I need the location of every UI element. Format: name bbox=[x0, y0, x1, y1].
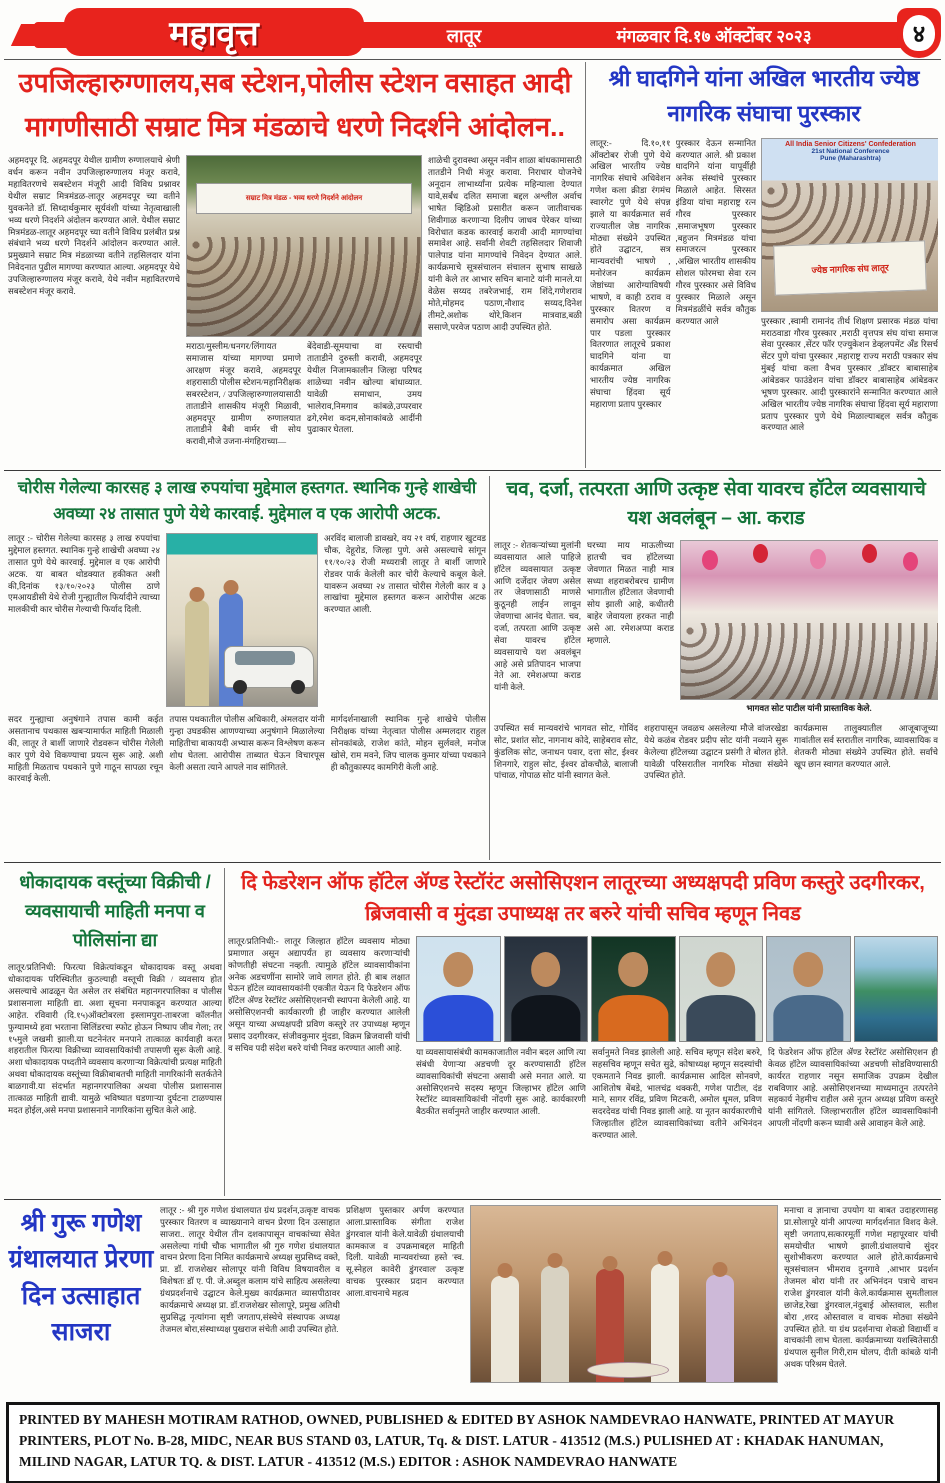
divider-vertical-3 bbox=[224, 868, 225, 1196]
backdrop-line-2: 21st National Conference bbox=[811, 147, 890, 155]
backdrop-line-3: Pune (Maharashtra) bbox=[820, 154, 881, 162]
federation-headline: दि फेडरेशन ऑफ हॉटेल ॲण्ड रेस्टॉरंट असोसिएशन लातूरच्या अध्यक्षपदी प्रविण कस्तुरे उदगीरकर, ब्रिजवासी व मुंदडा उपाध्यक्ष तर बरुरे यांची सचिव म्हणून निवड bbox=[241, 872, 925, 925]
article-federation bbox=[228, 868, 938, 1196]
danger-body: लातूर/प्रतिनिधी: फिरत्या विक्रेत्यांकडून धोकादायक वस्तू अथवा धोकादायक परिस्थितीत कुठल्याही वस्तूची विक्री / व्यवसाय होत असल्याचे आढळून येत असेल तर संबंधित महानगरपालिका व पोलीस प्रशासनाला माहिती द्या. अशा सूचना मनपाकडून करण्यात आल्या आहेत. रविवारी (दि.१५)ऑक्टोबरला इस्लामपुरा-ताबरजा कॉलनीत फुग्यामध्ये हवा भरताना सिलिंडरचा स्फोट होऊन निष्पाप जीव गेला; तर १५मुले जखमी झाली.या घटनेनंतर मनपाने तात्काळ कार्यवाही करत शहरातील फिरत्या विक्रीच्या व्यावसायिकांची तपासणी सुरू केली आहे. अशा धोकादायक पध्दतीने व्यवसाय करणाऱ्या विक्रेत्यांची प्रत्यक्ष माहिती अथवा धोकादायक वस्तूंच्या विक्रीबाबतची माहिती नागरिकांनी सतर्कतेने बाळगावी.या संदर्भात महानगरपालिका अथवा पोलीस प्रशासनास तात्काळ माहिती द्यावी. यामुळे भविष्यात घडणाऱ्या दुर्घटना टाळण्यास मदत होईल,असे मनपा प्रशासनाने नागरिकांना सुचित केले आहे. bbox=[8, 962, 222, 1115]
backdrop-line-1: All India Senior Citizens' Confederation bbox=[785, 140, 916, 148]
car-col-5: मार्गदर्शनाखाली स्थानिक गुन्हे शाखेचे पोलीस निरीक्षक यांच्या नेतृत्वात पोलीस अम्मलदार राहुल सोनकांबळे, राजेश कांते, मोहन सुर्लवले, मनोज खोसे, राम मवने, जिप चालक कुमार यांच्या पथकाने ही कौतुकास्पद कामगिरी केली आहे. bbox=[330, 714, 486, 772]
car-headline: चोरीस गेलेल्या कारसह ३ लाख रुपयांचा मुद्देमाल हस्तगत. स्थानिक गुन्हे शाखेची अवघ्या २४ तासात पुणे येथे कारवाई. मुद्देमाल व एक आरोपी अटक. bbox=[17, 479, 477, 523]
masthead-rule bbox=[4, 59, 941, 60]
paper-name: महावृत्त bbox=[169, 15, 259, 53]
car-col-2: अरविंद बालाजी डावखरे, वय २१ वर्ष, राहणार खुटवड चौक, देहूरोड, जिल्हा पुणे. असे असल्याचे सांगून ११/१०/२३ रोजी मध्यरात्री लातूर ते बार्शी जाणारे रोडवर पार्क केलेली कार चोरी केल्याचे कबूल केले. यावरून अवघ्या २४ तासात चोरीस गेलेली कार व ३ लाखांचा मुद्देमाल हस्तगत करून आरोपीस अटक करण्यात आली. bbox=[324, 533, 486, 615]
article-hotel bbox=[494, 476, 938, 860]
page-number: ४ bbox=[903, 15, 935, 51]
hotel-headline: चव, दर्जा, तत्परता आणि उत्कृष्ट सेवा यावरच हॉटेल व्यवसायाचे यश अवलंबून – आ. कराड bbox=[506, 479, 926, 529]
stolen-car-photo bbox=[166, 533, 318, 707]
page-number-badge bbox=[897, 8, 941, 58]
balloon bbox=[753, 544, 768, 563]
divider-vertical-1 bbox=[585, 62, 586, 468]
masthead bbox=[4, 8, 941, 58]
car-col-3: सदर गुन्ह्याचा अनुषंगाने तपास कामी कईत असतानाच पथकास खबऱ्यामार्फत माहिती मिळाली की, लातूर ते बार्शी जाणारे रोडवरून चोरीस गेलेली कार पुणे येथे विकण्याचा प्रयत्न सुरू आहे. अशी माहिती मिळताच पथकाने पुणे गाठून सापळा रचून कारवाई केली. bbox=[8, 714, 164, 784]
award-banner-text: ज्येष्ठ नागरिक संघ लातूर bbox=[811, 262, 890, 276]
federation-photo-strip bbox=[416, 936, 938, 1042]
hotel-audience bbox=[681, 623, 938, 699]
imprint-text: PRINTED BY MAHESH MOTIRAM RATHOD, OWNED, PUBLISHED & EDITED BY ASHOK NAMDEVRAO HANWATE, PRINTED AT MAYUR PRINTERS, PLOT No. B-28, MIDC, NEAR BUS STAND 03, LATUR, Tq. & DIST. LATUR - 413512 (M.S.) PULISHED AT : KHADAK HANUMAN, MILIND NAGAR, LATUR TQ. & DIST. LATUR - 413512 (M.S.) EDITOR : ASHOK NAMDEVRAO HANWATE bbox=[19, 1412, 895, 1469]
office-bearer-portrait-1 bbox=[416, 936, 501, 1042]
library-ceremony-photo bbox=[470, 1205, 778, 1383]
balloon bbox=[903, 552, 918, 571]
car-wheel bbox=[291, 680, 305, 694]
masthead-city: लातूर bbox=[446, 26, 482, 46]
article-danger bbox=[8, 868, 222, 1196]
award-col-3: पुरस्कार ,स्वामी रामानंद तीर्थ शिक्षण प्रसारक मंडळ यांचा मराठवाडा गौरव पुरस्कार ,मराठी वृत्तपत्र संघ यांचा समाज सेवा पुरस्कार ,सेंटर फॉर एज्युकेशन डेव्हलपमेंट अँड रिसर्च सेंटर पुणे यांचा पुरस्कार ,महाराष्ट्र राज्य मराठी पत्रकार संघ मुंबई यांचा कला वैभव पुरस्कार ,डॉक्टर बाबासाहेब आंबेडकर फाउंडेशन यांचा डॉक्टर बाबासाहेब आंबेडकर भूषण पुरस्कार. आदी पुरस्कारांने सन्मानित करण्यात आले अखिल भारतीय ज्येष्ठ नागरिक संघाचा हिंदवा सूर्य महाराणा प्रताप पुरस्कार पुणे येथे मिळाल्याबद्दल सर्वत्र कौतुक करण्यात आले bbox=[761, 315, 938, 433]
article-award bbox=[590, 62, 938, 468]
federation-col-4: दि फेडरेशन ऑफ हॉटेल ॲण्ड रेस्टॉरंट असोसिएशन ही केवळ हॉटेल व्यावसायिकांच्या अडचणी सोडविण्यासाठी कार्यरत राहणार नसून समाजिक उपक्रम देखील राबविणार आहे. असोसिएशनच्या माध्यमातून तत्परतेने सहकार्य नेहमीच राहील असे नूतन अध्यक्ष प्रविण कस्तुरे यांनी सांगितले. जिल्हाभरातील हॉटेल व्यावसायिकांनी आपली नोंदणी करून घ्यावी असे आवाहन केले आहे. bbox=[768, 1047, 938, 1129]
federation-col-2: या व्यवसायासंबंधी कामकाजातील नवीन बदल आणि त्या संबंधी येणाऱ्या अडचणी दूर करण्यासाठी हॉटेल व्यावसायिकांची संघटना असावी असे मनात आले. या असोसिएशनचे सदस्य म्हणून जिल्हाभर हॉटेल आणि रेस्टॉरंट व्यावसायिकांची नोंदणी सुरू आहे. कार्यकारणी बैठकीत सर्वानुमते जाहीर करण्यात आली. bbox=[416, 1047, 586, 1117]
article-dharna bbox=[8, 62, 582, 468]
federation-col-3: सर्वानुमते निवड झालेली आहे. सचिव म्हणून संदेश बरुरे, सहसचिव म्हणून सचेत सुढे, कोषाध्यक्ष म्हणून सदस्यांची एकमताने निवड झाली. कार्यक्रमास आदिल सोनवणे, आशितोष बेंबडे, भालचंद्र थक्करी, गणेश पाटील, दंड माने, सागर रविंद्र, प्रविण मिटकरी, अमोल धूमल, प्रविण सदरदेवड यांची निवड झाली आहे. या नूतन कार्यकारणीचे जिल्हातील हॉटेल व्यावसायिकांच्या वतीने अभिनंदन करण्यात आले. bbox=[592, 1047, 762, 1141]
article-car bbox=[8, 476, 486, 860]
federation-right-block bbox=[416, 936, 938, 1190]
imprint-box bbox=[6, 1402, 940, 1483]
office-bearer-portrait-2 bbox=[504, 936, 589, 1042]
senior-citizens-photo bbox=[761, 138, 938, 312]
dharna-col-1: अहमदपूर दि. अहमदपूर येथील ग्रामीण रुग्णालयाचे श्रेणी वर्धन करून नवीन उपजिल्हारुग्णालय मंजूर करावे, महावितरणचे सबस्टेशन मंजूरी आदी विविध प्रश्नावर येथील सम्राट मित्रमंडळ-लातूर अहमदपूर च्या वतीने युवकनेते डॉ. सिध्दार्थकुमार सूर्यवंशी यांच्या नेतृत्वाखाली भव्य धरणे निदर्शने अंदोलन करण्यात आले. येथील सम्राट मित्रमंडळ-लातूर अहमदपूर च्या वतीने विविध प्रलंबीत प्रश्न संबंधाने भव्य धरणे निदर्शने आंदोलन करण्यात आले. प्रमुख्याने सम्राट मित्र मंडळाच्या वतीने तहसिलदार यांना निवेदनात पुढील मागण्या करण्यात आल्या. अहमदपूर येथे उपजिल्हारुग्णालय मंजूर करावे, येथे नवीन महावितरणचे सबस्टेशन मंजूर करावे. bbox=[8, 155, 180, 296]
hotel-photo-block bbox=[680, 540, 938, 718]
masthead-date: मंगळवार दि.१७ ऑक्टोंबर २०२३ bbox=[616, 27, 812, 46]
award-banner bbox=[774, 241, 928, 296]
protest-crowd bbox=[187, 237, 421, 336]
car-col-1: लातूर :- चोरीस गेलेल्या कारसह ३ लाख रुपयांचा मुद्देमाल हस्तगत. स्थानिक गुन्हे शाखेची अवघ्या २४ तासात पुणे येथे कारवाई. मुद्देमाल व एक आरोपी अटक. या बाबत थोडक्यात हकीकत अशी की,दिनांक १३/१०/२०२३ पोलीस ठाणे एमआयडीसी येथे रोजी गुन्ह्यातील फिर्यादीने त्याच्या मालकीची कार चोरीस गेल्याची फिर्याद दिली. bbox=[8, 533, 160, 615]
dharna-col-4: शाळेची दुरावस्था असून नवीन शाळा बांधकामासाठी तातडीने निधी मंजूर करावा. निराधार योजनेचे अनूदान लाभार्थ्यांना प्रत्येक महिन्याला देण्यात यावे,सर्बंध दलित समाजा बद्दल अश्लील अर्वाच भाषेत व्हिडिओ प्रसारीत करून जातीवाचक शिवीगाळ करणाऱ्या दिलीप जाधव पेरेकर यांच्या विरोधात कडक कारवाई करावी आदी मागण्यांचा समावेश आहे. सर्वांनी शेवटी तहसिलदार शिवाजी पालेपाड यांना मागण्यांचे निवेदन देण्यात आले. कार्यक्रमाचे सूत्रसंचालन संचालन सुभाष साखळे यांनी केले तर आभार सचिन बानाटे यांनी मानले.या वेळेस सय्यद तबरेजभाई, राम शिंदे,गणेशराव मोते,मोहमद पठाण,नौशाद सय्यद,दिनेश तीमटे,अशोक थोरे,किशन मात्रवाड,बळी ससाणे,परवेज पठाण आदी उपस्थित होते. bbox=[428, 155, 582, 332]
hotel-col-1: लातूर :- शेतकऱ्यांच्या मुलांनी व्यवसायात आले पाहिजे हॉटेल व्यवसायात उत्कृष्ट आणि दर्जेदार जेवण असेल तर जेवणासाठी माणसे कुठूनही लाईन लावून जेवणाचा आनंद घेतात. चव, दर्जा, तत्परता आणि उत्कृष्ट सेवा यावरच हॉटेल व्यवसायाचे यश अवलंबून आहे असे प्रतिपादन भाजपा नेते आ. रमेशअप्पा कराड यांनी केले. bbox=[494, 540, 581, 693]
divider-horizontal-2 bbox=[4, 862, 941, 863]
protest-banner-text: सम्राट मित्र मंडळ - भव्य धरणे निदर्शने आंदोलन bbox=[245, 195, 363, 203]
library-col-right: मनाचा व ज्ञानाचा उपयोग या बाबत उदाहरणासह प्रा.सोलापूरे यांनी आपल्या मार्गदर्शनात विशद केले. सृष्टी जगताप,सत्कारमूर्ती गणेश महापूरवार यांची समयोचीत भाषणे झाली.ग्रंथालयाचे सुंदर सुशोभीकरण करण्यात आले होते.कार्यक्रमाचे सूत्रसंचालन भीमराव दुनगावे ,आभार प्रदर्शन तेजमल बोरा यांनी तर अभिनंदन पत्राचे वाचन राजेश डुंगरवाल यांनी केले.कार्यक्रमास सुमतीलाल छाजेड,रेखा डुंगरवाल,नंदुबाई ओस्तवाल, सतीश बोरा ,शरद ओस्तवाल व वाचक मोठ्या संख्येने उपस्थित होते. या ग्रंथ प्रदर्शनाचा शेकडो विद्यार्थी व वाचकांनी लाभ घेतला. कार्यक्रमाच्या यशस्वितेसाठी ग्रंथपाल सुनील गिरी,राम घोलप, दीती कांबळे यांनी अथक परिश्रम घेतले. bbox=[784, 1205, 938, 1370]
hotel-col-3: उपस्थित सर्व मान्यवरांचे भागवत सोट, गोविंद सोट, प्रशांत सोट, नागनाथ कोदे, साहेबराव सोट, कुंडलिक सोट, जनाधन पवार, दत्ता सोट, ईश्वर शिनगारे, राहुल सोट, ईश्वर ढोकचौळे, बालाजी पांचाळ, गोपाळ सोट यांनी स्वागत केले. bbox=[494, 723, 638, 781]
award-headline: श्री घादगिने यांना अखिल भारतीय ज्येष्ठ नागरिक संघाचा पुरस्कार bbox=[608, 66, 920, 126]
divider-horizontal-1 bbox=[4, 470, 941, 471]
car-wheel bbox=[233, 680, 247, 694]
library-col-main: लातूर :- श्री गुरु गणेश ग्रंथालयात ग्रंथ प्रदर्शन,उत्कृष्ट वाचक पुरस्कार वितरण व व्याख्यानाने वाचन प्रेरणा दिन उत्साहात साजरा.. लातूर येथील तीन दशकापासून वाचकांच्या सेवेत असलेल्या गांधी चौक भागातील श्री गुरु गणेश ग्रंथालयात वाचन प्रेरणा दिना निमित कार्यक्रमाचे अध्यक्ष सुप्रसिध्द वक्ते, प्रा. डॉ. राजशेखर सोलापूर यांनी विविध विषयावरील व विशेषतः डॉ ए. पी. जे.अब्दुल कलाम यांचे साहित्य असलेल्या ग्रंथप्रदर्शनाचे उद्घाटन केले.मुख्य कार्यक्रमात व्यासपीठावर कार्यक्रमाचे अध्यक्ष प्रा. डॉ.राजशेखर सोलापूरे, प्रमुख अतिथी सुप्रसिद्ध नृत्यांगना सृष्टी जगताप,संस्थेचे संस्थापक अध्यक्ष तेजमल बोरा,संस्थाध्यक्ष पुखराज संचेती आदी उपस्थित होते. bbox=[160, 1205, 340, 1334]
dharna-photo-block bbox=[186, 155, 422, 455]
article-library bbox=[8, 1205, 938, 1397]
library-col-mid: प्रशिक्षण पुस्तकार अर्पण करण्यात आला.प्रास्ताविक संगीता राजेश डुंगरवाल यांनी केले.यावेळी ग्रंथालयाची कामकाज व उपक्रमाबद्दल माहिती दिली. यावेळी मान्यवरांच्या हस्ते 'स्व. सू.स्नेहल कावेरी डुंगरवाल' उत्कृष्ट वाचक पुरस्कार प्रदान करण्यात आला.वाचनाचे महत्व bbox=[346, 1205, 464, 1299]
sweets-plate bbox=[587, 1362, 669, 1378]
hotel-event-photo bbox=[680, 540, 938, 700]
car-col-4: तपास पथकातील पोलीस अधिकारी, अंमलदार यांनी गुन्हा उघडकीस आणण्याच्या अनुषंगाने मिळालेल्या माहितीचा बाकायदी अभ्यास करून विश्लेषण करून शोध घेतला. आरोपीस ताब्यात घेऊन विचारपूस केली असता त्याने आपले नाव सांगितले. bbox=[169, 714, 325, 772]
library-headline: श्री गुरू गणेश ग्रंथालयात प्रेरणा दिन उत्साहात साजरा bbox=[8, 1209, 154, 1346]
person-figure bbox=[706, 1275, 734, 1382]
office-bearer-portrait-4 bbox=[679, 936, 764, 1042]
balloon bbox=[810, 549, 826, 569]
office-bearer-portrait-3 bbox=[591, 936, 676, 1042]
federation-col-1: लातूर/प्रतिनिधी:- लातूर जिल्हात हॉटेल व्यवसाय मोठ्या प्रमाणात असून अद्यापर्यंत हा व्यवसाय करणाऱ्यांची कोणतीही संघटना नव्हती. त्यामुळे हॉटेल व्यावसायीकांना अनेक अडचणींना सामोरे जावे लागत होते. ही बाब लक्षात घेऊन हॉटेल व्यावसायकांनी एकत्रीत येऊन दि फेडरेशन ऑफ हॉटेल ॲण्ड रेस्टॉरंट असोसिएशनची स्थापना केलेली आहे. या असोसिएशनची कार्यकारणी ही जाहीर करण्यात आलेली असून याच्या अध्यक्षपदी प्रविण कस्तुरे तर उपाध्यक्ष म्हणून प्रसाद उदगीरकर, संजीवकुमार मुंदडा, विक्रम ब्रिजवासी यांची व सचिव पदी संदेश बरुरे यांची निवड करण्यात आली आहे. bbox=[228, 936, 410, 1053]
conference-backdrop bbox=[764, 141, 937, 162]
balloon bbox=[862, 544, 877, 563]
danger-headline: धोकादायक वस्तूंच्या विक्रीची / व्यवसायाची माहिती मनपा व पोलिसांना द्या bbox=[19, 872, 211, 950]
person-figure bbox=[185, 600, 209, 707]
protest-banner bbox=[196, 183, 411, 214]
hotel-photo-caption: भागवत सोट पाटील यांनी प्रास्ताविक केले. bbox=[746, 703, 872, 713]
scenery-photo bbox=[854, 936, 939, 1042]
office-bearer-portrait-5 bbox=[766, 936, 851, 1042]
paper-logo bbox=[64, 8, 364, 56]
dharna-col-3: बेंदेवाडी-सूमयाचा वा रस्त्याची ताताडीने दुरुस्ती करावी, अहमदपूर येथील निजामकालीन जिल्हा परिषद शाळेच्या नवीन खोल्या बांधाव्यात. यावेळी समाधान, उमय भालेराव,निमगाव कांबळे,उप्परवार ढगे,रमेश कदम,सोनाकांबळे आदींनी पुढाकार घेतला. bbox=[307, 341, 422, 435]
hotel-col-4: शहरापासून जवळच असलेल्या मौजे वांजरखेडा येथे कळंब रोडवर प्रदीप सोट यांनी नव्याने सुरू केलेल्या हॉटेलच्या उद्घाटन प्रसंगी ते बोलत होते. यावेळी परिसरातील नागरिक मोठ्या संख्येने उपस्थित होते. bbox=[644, 723, 788, 781]
dharna-col-2: मराठा/मुस्लीम/धनगर/लिंगायत समाजास यांच्या मागण्या प्रमाणे आरक्षण मंजूर करावे, अहमदपूर शहरासाठी पोलीस स्टेशन/महानिरीक्षक सबरस्टेशन, / उपजिल्हारुग्णालयासाठी ताताडीने शासकीय मंजूरी मिळावी, अहमदपूर ग्रामीण रुग्णालयात ताताडीने बैबी वार्मर ची सोय करावी,मौजे उजना-मंगहिराच्या— bbox=[186, 341, 301, 447]
award-col-1: लातूर:- दि.१०,११ ऑक्टोबर रोजी पुणे येथे अखिल भारतीय ज्येष्ठ नागरिक संघाचे अधिवेशन गणेश कला क्रीडा रंगमंच स्वारगेट पुणे येथे संपन्न झाले या कार्यक्रमात सर्व राज्यातील जेष्ठ नागरिक मोठ्या संख्येने उपस्थित होते उद्घाटन, सत्र मान्यवरांची भाषणे , मनोरंजन कार्यक्रम जेष्ठांच्या आरोग्याविषयी भाषणे, व काही ठराव व पुरस्कार वितरण व समारोप असा कार्यक्रम पार पडला पुरस्कार वितरणात लातूरचे प्रकाश घादगिने यांना या कार्यक्रमात अखिल भारतीय ज्येष्ठ नागरिक संघाचा हिंदवा सूर्य महाराणा प्रताप पुरस्कार bbox=[590, 137, 671, 409]
divider-horizontal-3 bbox=[4, 1199, 941, 1200]
divider-vertical-2 bbox=[489, 476, 490, 860]
hotel-col-2: घरच्या माय माऊलीच्या हातची चव हॉटेलच्या जेवणात मिळत नाही मात्र सध्या शहराबरोबरच ग्रामीण भागातील हॉटेलात जेवणाची सोय झाली आहे, कधीतरी बाहेर जेवायला हरकत नाही असे आ. रमेशअप्पा कराड म्हणाले. bbox=[587, 540, 674, 645]
dharna-headline: उपजिल्हारुग्णालय,सब स्टेशन,पोलीस स्टेशन वसाहत आदी मागणीसाठी सम्राट मित्र मंडळाचे धरणे निदर्शने आंदोलन.. bbox=[18, 68, 572, 142]
person-figure bbox=[491, 1276, 519, 1382]
award-col-2: पुरस्कार देऊन सन्मानित करण्यात आले. श्री प्रकाश घादगिने यांना यापूर्वीही अनेक संस्थांचे पुरस्कार मिळाले आहेत. सिरसत इंडिया यांचा महाराष्ट्र रत्न गौरव पुरस्कार ,समाजभूषण पुरस्कार ,बहुजन मित्रमंडळ यांचा समाजरत्न पुरस्कार ,अखिल भारतीय शासकीय सोशल फोरमचा सेवा रत्न गौरव पुरस्कार असे विविध पुरस्कार मिळाले असून मित्रमंडळींचे सर्वत्र कौतुक करण्यात आले bbox=[675, 137, 756, 326]
person-figure bbox=[541, 1266, 569, 1382]
white-car bbox=[224, 646, 314, 688]
balloon bbox=[702, 550, 718, 570]
protest-photo bbox=[186, 155, 422, 337]
award-photo-block bbox=[761, 138, 938, 460]
hotel-col-5: कार्यक्रमास तालुक्यातील आजूबाजूच्या गावांतील सर्व स्तरातील नागरिक, व्यावसायिक व शेतकरी मोठ्या संख्येने उपस्थित होते. सर्वांचे खूप छान स्वागत करण्यात आले. bbox=[794, 723, 938, 769]
